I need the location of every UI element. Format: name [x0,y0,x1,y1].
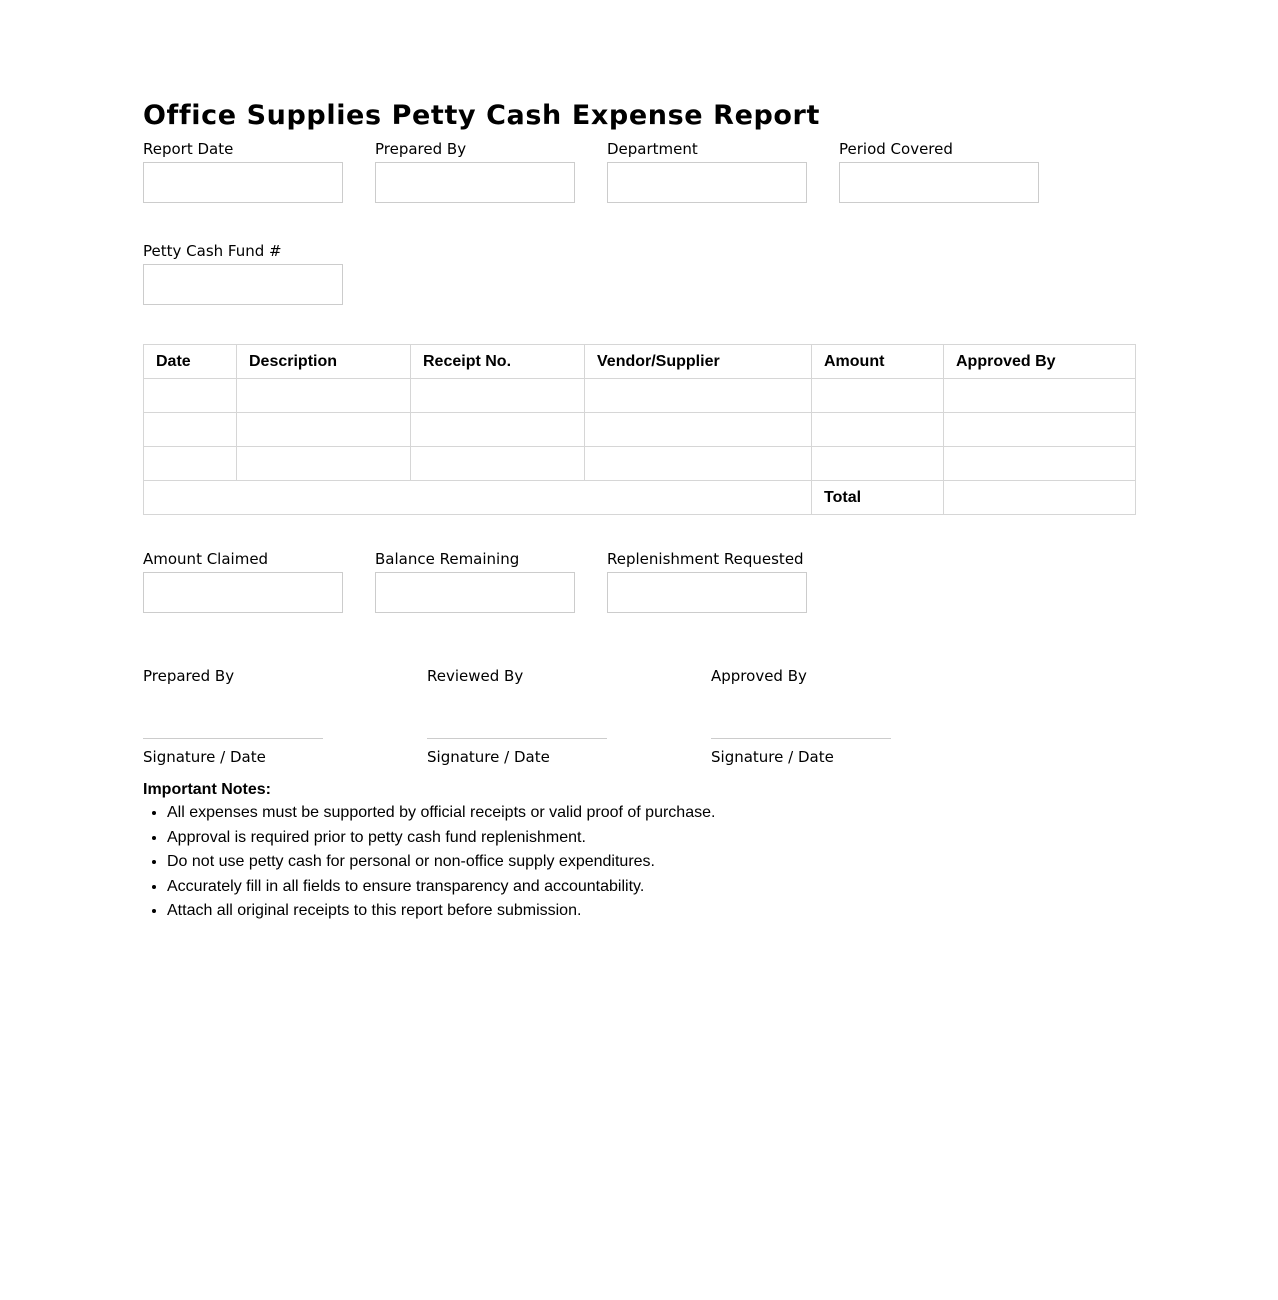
signature-block-reviewed-by [427,667,607,766]
prepared-by-input[interactable] [375,162,575,203]
total-value-cell[interactable] [944,481,1136,515]
table-cell[interactable] [411,379,585,413]
table-row [144,379,1136,413]
amount-claimed-label: Amount Claimed [143,550,269,568]
balance-remaining-field [375,550,575,613]
department-input[interactable] [607,162,807,203]
list-item: • Attach all original receipts to this report before submission. [167,899,715,924]
total-row [144,481,1136,515]
department-field [607,140,807,203]
notes-title: Important Notes: [143,781,271,798]
table-row [144,447,1136,481]
period-covered-input[interactable] [839,162,1039,203]
table-cell[interactable] [944,413,1136,447]
column-header-vendor-supplier: Vendor/Supplier [585,345,812,379]
table-cell[interactable] [944,447,1136,481]
table-cell[interactable] [585,447,812,481]
signature-block-prepared-by [143,667,323,766]
table-cell[interactable] [144,447,237,481]
table-cell[interactable] [411,447,585,481]
signature-caption: Signature / Date [711,748,834,766]
signature-role-label: Reviewed By [427,667,524,685]
expense-table [143,344,1136,515]
signature-role-label: Prepared By [143,667,235,685]
period-covered-field [839,140,1039,203]
table-cell[interactable] [585,413,812,447]
signature-line[interactable] [427,738,607,739]
amount-claimed-field [143,550,343,613]
department-label: Department [607,140,698,158]
column-header-description: Description [237,345,411,379]
table-row [144,413,1136,447]
table-header-row [144,345,1136,379]
prepared-by-field [375,140,575,203]
prepared-by-label: Prepared By [375,140,467,158]
table-cell[interactable] [812,413,944,447]
table-cell[interactable] [585,379,812,413]
signature-line[interactable] [143,738,323,739]
table-cell[interactable] [237,379,411,413]
table-cell[interactable] [144,379,237,413]
period-covered-label: Period Covered [839,140,953,158]
petty-cash-fund-input[interactable] [143,264,343,305]
total-label: Total [812,481,944,515]
replenishment-requested-label: Replenishment Requested [607,550,804,568]
report-date-input[interactable] [143,162,343,203]
table-cell[interactable] [944,379,1136,413]
list-item: • All expenses must be supported by official receipts or valid proof of purchase. [167,801,715,826]
list-item: • Approval is required prior to petty cash fund replenishment. [167,826,715,851]
signature-block-approved-by [711,667,891,766]
table-cell[interactable] [812,379,944,413]
list-item: • Do not use petty cash for personal or non-office supply expenditures. [167,850,715,875]
signature-role-label: Approved By [711,667,807,685]
column-header-date: Date [144,345,237,379]
signature-caption: Signature / Date [143,748,266,766]
column-header-receipt-no: Receipt No. [411,345,585,379]
table-cell[interactable] [411,413,585,447]
table-cell[interactable] [237,447,411,481]
replenishment-requested-input[interactable] [607,572,807,613]
column-header-approved-by: Approved By [944,345,1136,379]
total-spacer-cell [144,481,812,515]
balance-remaining-label: Balance Remaining [375,550,520,568]
signature-caption: Signature / Date [427,748,550,766]
table-cell[interactable] [812,447,944,481]
report-date-label: Report Date [143,140,234,158]
petty-cash-fund-field [143,242,343,305]
page-title: Office Supplies Petty Cash Expense Report [143,100,820,131]
column-header-amount: Amount [812,345,944,379]
important-notes [143,780,715,924]
replenishment-requested-field [607,550,807,613]
petty-cash-fund-label: Petty Cash Fund # [143,242,282,260]
amount-claimed-input[interactable] [143,572,343,613]
balance-remaining-input[interactable] [375,572,575,613]
report-date-field [143,140,343,203]
list-item: • Accurately fill in all fields to ensure transparency and accountability. [167,875,715,900]
table-cell[interactable] [144,413,237,447]
notes-list [143,801,715,924]
table-cell[interactable] [237,413,411,447]
signature-line[interactable] [711,738,891,739]
